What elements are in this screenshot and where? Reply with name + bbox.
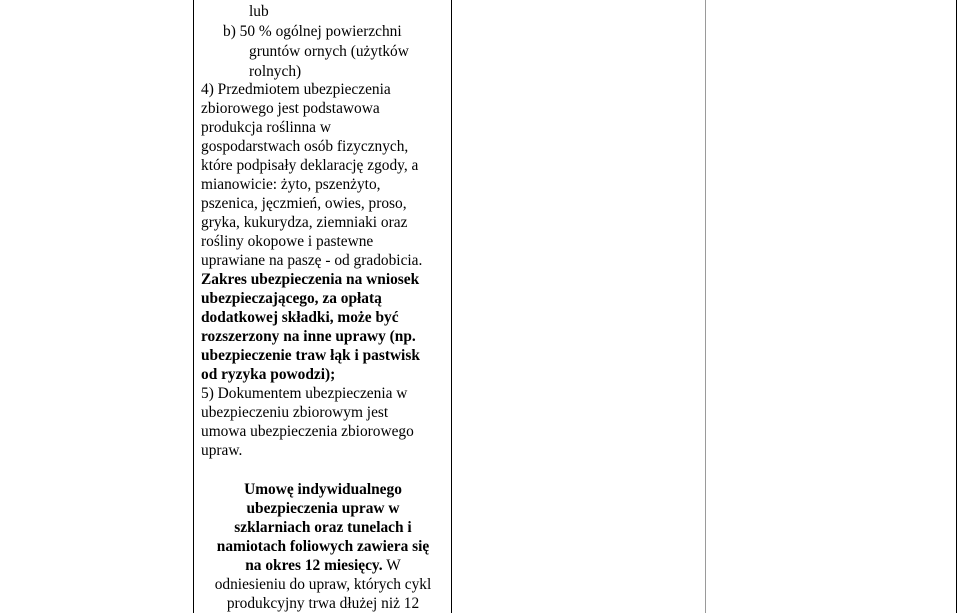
text-line: 4) Przedmiotem ubezpieczenia — [201, 81, 391, 98]
text-line-centered — [199, 575, 447, 594]
table-border-col2-right — [451, 0, 452, 613]
table-border-col3-right — [705, 0, 706, 613]
text-line: produkcja roślinna w — [201, 119, 331, 136]
text-line-centered — [199, 556, 447, 575]
text-line: 5) Dokumentem ubezpieczenia w — [201, 385, 408, 402]
table-border-col4-right — [956, 0, 957, 613]
text-line-centered — [199, 518, 447, 537]
text-line-centered — [199, 480, 447, 499]
text-line: od ryzyka powodzi); — [201, 366, 336, 383]
text-line: zbiorowego jest podstawowa — [201, 100, 380, 117]
text-bold: na okres 12 miesięcy. — [245, 557, 383, 574]
text-line: ubezpieczeniu zbiorowym jest — [201, 404, 389, 421]
table-border-left — [193, 0, 194, 613]
text-line: mianowicie: żyto, pszenżyto, — [201, 176, 381, 193]
text-bold: namiotach foliowych zawiera się — [216, 538, 430, 555]
text-bold: szklarniach oraz tunelach i — [234, 519, 412, 536]
text-line: gospodarstwach osób fizycznych, — [201, 138, 409, 155]
text-normal: odniesieniu do upraw, których cykl — [214, 576, 432, 593]
text-line: uprawiane na paszę - od gradobicia. — [201, 252, 423, 269]
text-bold: ubezpieczenia upraw w — [246, 500, 400, 517]
text-line: rolnych) — [249, 63, 302, 80]
text-line: rozszerzony na inne uprawy (np. — [201, 328, 416, 345]
text-line: b) 50 % ogólnej powierzchni — [223, 23, 402, 40]
text-normal: produkcyjny trwa dłużej niż 12 — [226, 595, 420, 612]
text-normal: W — [382, 557, 401, 574]
text-line: Zakres ubezpieczenia na wniosek — [201, 271, 420, 288]
text-line: upraw. — [201, 442, 243, 459]
text-line: dodatkowej składki, może być — [201, 309, 399, 326]
text-line-centered — [199, 594, 447, 613]
text-line: umowa ubezpieczenia zbiorowego — [201, 423, 414, 440]
text-line: ubezpieczenie traw łąk i pastwisk — [201, 347, 420, 364]
text-bold: Umowę indywidualnego — [244, 481, 402, 498]
text-line: gryka, kukurydza, ziemniaki oraz — [201, 214, 408, 231]
text-line: które podpisały deklarację zgody, a — [201, 157, 419, 174]
text-line: rośliny okopowe i pastewne — [201, 233, 374, 250]
text-line-centered — [199, 499, 447, 518]
text-line: lub — [249, 3, 269, 20]
text-line-centered — [199, 537, 447, 556]
text-line: gruntów ornych (użytków — [249, 43, 409, 60]
text-line: pszenica, jęczmień, owies, proso, — [201, 195, 407, 212]
text-line: ubezpieczającego, za opłatą — [201, 290, 382, 307]
